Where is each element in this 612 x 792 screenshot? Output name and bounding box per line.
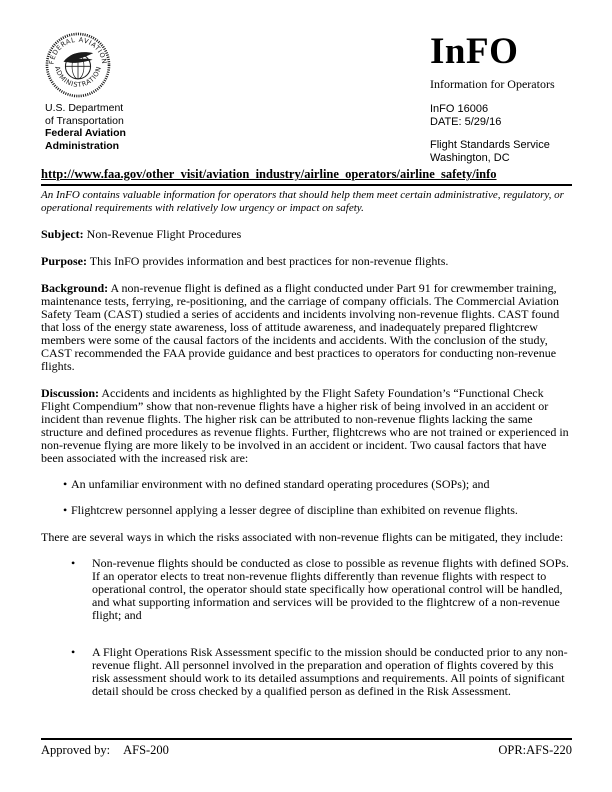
seal-text-bottom: ADMINISTRATION [53, 65, 103, 89]
background-text: A non-revenue flight is defined as a flight conducted under Part 91 for crewmember training, maintenance tests, ferrying, re-positioning, and the carriage of company officials. The Commercial Aviation Safety Team (CAST) studied a series of accidents and incidents involving non-revenue flights. CAST found that loss of the energy state awareness, loss of attitude awareness, and inadequately prepared flightcrew members were some of the causal factors of the incidents and accidents. With the conclusion of the study, CAST recommended the FAA provide guidance and best practices to operators for conducting non-revenue flights. [41, 281, 560, 373]
seal-text-top: FEDERAL AVIATION [47, 35, 109, 65]
footer-rule [41, 738, 572, 740]
background-label: Background: [41, 281, 109, 295]
purpose-text: This InFO provides information and best practices for non-revenue flights. [89, 254, 449, 268]
document-footer [41, 743, 572, 758]
risk-factor-item: • Flightcrew personnel applying a lesser degree of discipline than exhibited on revenue flights. [63, 504, 572, 517]
background-paragraph [41, 282, 572, 373]
brand-subtitle: Information for Operators [430, 77, 555, 91]
discussion-text: Accidents and incidents as highlighted by the Flight Safety Foundation’s “Functional Check Flight Compendium” show that non-revenue flights have a higher risk of being involved in an accident or incident than revenue flights. The higher risk can be attributed to non-revenue flights lacking the same structure and defined procedures as revenue flights. Further, flightcrews who are not trained or experienced in non-revenue flying are more likely to be involved in an accident or incident. Two causal factors that have been associated with the increased risk are: [41, 386, 569, 465]
office-meta [430, 139, 555, 164]
brand-title: InFO [430, 31, 519, 72]
approved-by-value: AFS-200 [123, 743, 169, 757]
subject-text: Non-Revenue Flight Procedures [86, 227, 242, 241]
faa-seal-icon [45, 32, 111, 98]
agency-line2: Administration [45, 139, 120, 152]
info-number: InFO 16006 [430, 103, 489, 115]
mitigation-item: • A Flight Operations Risk Assessment specific to the mission should be conducted prior to any non-revenue flight. All personnel involved in the preparation and operation of flights covered by this risk assessment should work to its detailed assumptions and requirements. All points of significant detail should be cross checked by a qualified person as defined in the Risk Assessment. [71, 646, 572, 698]
discussion-label: Discussion: [41, 386, 100, 400]
mitigation-list [41, 557, 572, 698]
dept-line1: U.S. Department [45, 102, 124, 114]
approved-by-label: Approved by: [41, 743, 111, 757]
approved-by [41, 743, 169, 758]
issue-meta [430, 103, 555, 128]
subject-label: Subject: [41, 227, 84, 241]
info-date: DATE: 5/29/16 [430, 115, 502, 128]
mitigation-item: • Non-revenue flights should be conducted as close to possible as revenue flights with defined SOPs. If an operator elects to treat non-revenue flights differently than revenue flights with respect to operational control, the operator should state specifically how operational control will be handled, and what supporting information and services will be provided to the flightcrew of a non-revenue flight; and [71, 557, 572, 622]
subject-line [41, 228, 572, 241]
advisory-note: An InFO contains valuable information for operators that should help them meet certain administrative, regulatory, or operational requirements with relatively low urgency or impact on safety. [41, 189, 564, 214]
risk-factor-item: • An unfamiliar environment with no defined standard operating procedures (SOPs); and [63, 478, 572, 491]
purpose-paragraph [41, 255, 572, 268]
header-rule [41, 184, 572, 186]
risk-factor-list [41, 478, 572, 517]
info-url-link[interactable]: http://www.faa.gov/other_visit/aviation_industry/airline_operators/airline_safety/info [41, 167, 497, 181]
department-block [45, 102, 126, 152]
opr-text: OPR:AFS-220 [498, 743, 572, 757]
purpose-label: Purpose: [41, 254, 87, 268]
document-body [41, 165, 572, 698]
agency-line1: Federal Aviation [45, 127, 126, 139]
mitigation-intro: There are several ways in which the risks associated with non-revenue flights can be mitigated, they include: [41, 530, 564, 544]
discussion-paragraph [41, 387, 572, 465]
dept-line2: of Transportation [45, 114, 124, 127]
service-location: Washington, DC [430, 151, 510, 164]
masthead [430, 33, 555, 164]
service-name: Flight Standards Service [430, 139, 550, 151]
